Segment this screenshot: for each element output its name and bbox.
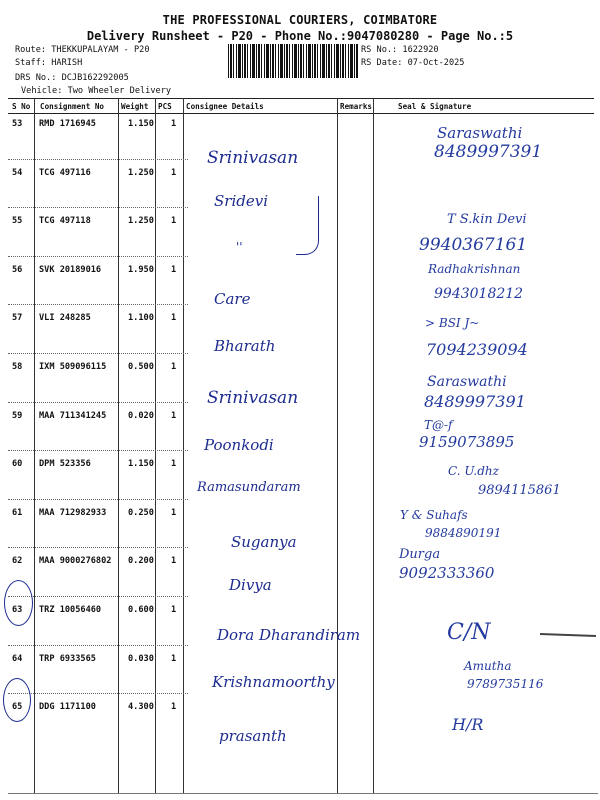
row-consignment-no: RMD 1716945 bbox=[39, 119, 96, 129]
row-consignment-no: IXM 509096115 bbox=[39, 362, 107, 372]
row-divider bbox=[8, 207, 188, 208]
handwritten-name: Sridevi bbox=[214, 192, 268, 210]
handwritten-phone: 9894115861 bbox=[478, 483, 561, 498]
row-consignment-no: DDG 1171100 bbox=[39, 702, 96, 713]
header-bottom-border bbox=[8, 113, 594, 114]
handwritten-name: Srinivasan bbox=[207, 148, 299, 168]
row-divider bbox=[8, 256, 188, 257]
row-divider bbox=[8, 304, 188, 305]
row-sno: 63 bbox=[12, 605, 23, 615]
col-divider bbox=[34, 98, 35, 794]
handwritten-phone: 9940367161 bbox=[419, 235, 528, 255]
col-divider bbox=[183, 98, 184, 794]
handwritten-phone: 9789735116 bbox=[467, 677, 544, 691]
row-weight: 0.250 bbox=[128, 507, 154, 518]
row-pcs: 1 bbox=[171, 653, 177, 664]
handwritten-name: Ramasundaram bbox=[197, 480, 301, 495]
row-pcs: 1 bbox=[171, 167, 177, 178]
row-sno: 53 bbox=[12, 119, 23, 129]
route-label: Route: THEKKUPALAYAM - P20 bbox=[15, 45, 150, 55]
row-weight: 1.950 bbox=[128, 264, 154, 275]
row-sno: 56 bbox=[12, 264, 23, 275]
row-divider bbox=[8, 547, 188, 548]
row-sno: 55 bbox=[12, 216, 23, 227]
handwritten-signature: Durga bbox=[399, 547, 441, 562]
row-weight: 0.200 bbox=[128, 556, 154, 567]
barcode-icon bbox=[228, 44, 358, 78]
row-consignment-no: TRZ 10056460 bbox=[39, 605, 102, 615]
handwritten-signature: Radhakrishnan bbox=[428, 262, 521, 276]
col-weight: Weight bbox=[121, 102, 149, 111]
col-divider bbox=[337, 98, 338, 794]
row-sno: 59 bbox=[12, 410, 23, 421]
runsheet-title: Delivery Runsheet - P20 - Phone No.:9047080280 - Page No.:5 bbox=[86, 29, 514, 43]
row-pcs: 1 bbox=[171, 556, 177, 567]
row-divider bbox=[8, 159, 188, 160]
handwritten-signature: T@-f bbox=[424, 418, 453, 432]
handwritten-name: Care bbox=[214, 290, 251, 308]
row-sno: 64 bbox=[12, 653, 23, 664]
row-pcs: 1 bbox=[171, 410, 177, 421]
rs-number: RS No.: 1622920 bbox=[361, 45, 439, 55]
handwritten-remark: C/N bbox=[447, 620, 491, 645]
handwritten-name: Bharath bbox=[214, 337, 276, 355]
drs-number: DRS No.: DCJB162292005 bbox=[15, 73, 129, 83]
handwritten-mark: '' bbox=[236, 240, 243, 254]
circle-mark bbox=[4, 580, 33, 626]
margin-mark bbox=[540, 633, 596, 637]
handwritten-signature: T S.kin Devi bbox=[447, 212, 527, 227]
row-pcs: 1 bbox=[171, 702, 177, 713]
row-sno: 60 bbox=[12, 459, 23, 470]
col-remarks: Remarks bbox=[340, 102, 373, 111]
handwritten-phone: 8489997391 bbox=[424, 392, 526, 411]
row-pcs: 1 bbox=[171, 507, 177, 518]
row-weight: 1.150 bbox=[128, 119, 154, 129]
col-divider bbox=[118, 98, 119, 794]
col-divider bbox=[373, 98, 374, 794]
circle-mark bbox=[3, 678, 31, 722]
handwritten-name: prasanth bbox=[219, 727, 287, 745]
handwritten-phone: 9884890191 bbox=[425, 526, 502, 540]
row-weight: 1.250 bbox=[128, 216, 154, 227]
handwritten-name: Dora Dharandiram bbox=[217, 626, 361, 644]
row-weight: 0.500 bbox=[128, 362, 154, 372]
handwritten-name: Suganya bbox=[231, 533, 297, 551]
row-pcs: 1 bbox=[171, 264, 177, 275]
handwritten-phone: 9943018212 bbox=[434, 286, 524, 302]
row-consignment-no: MAA 712982933 bbox=[39, 507, 107, 518]
handwritten-phone: 8489997391 bbox=[434, 142, 543, 162]
row-weight: 4.300 bbox=[128, 702, 154, 713]
company-name: THE PROFESSIONAL COURIERS, COIMBATORE bbox=[162, 13, 438, 27]
row-weight: 0.030 bbox=[128, 653, 154, 664]
row-divider bbox=[8, 402, 188, 403]
row-weight: 1.250 bbox=[128, 167, 154, 178]
row-sno: 61 bbox=[12, 507, 23, 518]
handwritten-phone: 9159073895 bbox=[419, 433, 515, 451]
row-consignment-no: TCG 497118 bbox=[39, 216, 91, 227]
row-pcs: 1 bbox=[171, 362, 177, 372]
row-consignment-no: TCG 497116 bbox=[39, 167, 91, 178]
row-pcs: 1 bbox=[171, 119, 177, 129]
row-sno: 54 bbox=[12, 167, 23, 178]
row-divider bbox=[8, 693, 188, 694]
row-divider bbox=[8, 353, 188, 354]
handwritten-phone: 9092333360 bbox=[399, 564, 495, 582]
handwritten-signature: Amutha bbox=[464, 659, 512, 673]
handwritten-remark: H/R bbox=[452, 715, 484, 734]
col-seal-signature: Seal & Signature bbox=[398, 102, 472, 111]
row-divider bbox=[8, 596, 188, 597]
col-consignment: Consignment No bbox=[40, 102, 105, 111]
table-top-border bbox=[8, 98, 594, 99]
handwritten-name: Poonkodi bbox=[204, 436, 274, 454]
handwritten-name: Divya bbox=[229, 576, 272, 594]
handwritten-signature: Saraswathi bbox=[427, 374, 507, 390]
handwritten-signature: Saraswathi bbox=[437, 124, 523, 142]
row-pcs: 1 bbox=[171, 605, 177, 615]
row-consignment-no: VLI 248285 bbox=[39, 313, 91, 324]
rs-date: RS Date: 07-Oct-2025 bbox=[361, 58, 465, 68]
row-sno: 62 bbox=[12, 556, 23, 567]
row-weight: 0.600 bbox=[128, 605, 154, 615]
row-consignment-no: TRP 6933565 bbox=[39, 653, 96, 664]
handwritten-phone: 7094239094 bbox=[426, 340, 528, 359]
row-sno: 58 bbox=[12, 362, 23, 372]
col-divider bbox=[155, 98, 156, 794]
bracket-mark bbox=[296, 196, 319, 255]
row-consignment-no: SVK 20189016 bbox=[39, 264, 102, 275]
row-divider bbox=[8, 450, 188, 451]
row-weight: 0.020 bbox=[128, 410, 154, 421]
col-sno: S No bbox=[12, 102, 31, 111]
col-consignee-details: Consignee Details bbox=[186, 102, 264, 111]
row-weight: 1.150 bbox=[128, 459, 154, 470]
handwritten-name: Srinivasan bbox=[207, 388, 299, 408]
row-divider bbox=[8, 645, 188, 646]
row-sno: 65 bbox=[12, 702, 23, 713]
staff-label: Staff: HARISH bbox=[15, 58, 83, 68]
row-consignment-no: DPM 523356 bbox=[39, 459, 91, 470]
handwritten-signature: Y & Suhafs bbox=[400, 508, 468, 522]
vehicle-label: Vehicle: Two Wheeler Delivery bbox=[21, 86, 172, 96]
row-consignment-no: MAA 711341245 bbox=[39, 410, 107, 421]
row-pcs: 1 bbox=[171, 216, 177, 227]
row-pcs: 1 bbox=[171, 459, 177, 470]
col-pcs: PCS bbox=[158, 102, 172, 111]
row-consignment-no: MAA 9000276802 bbox=[39, 556, 112, 567]
handwritten-name: Krishnamoorthy bbox=[212, 673, 335, 691]
row-pcs: 1 bbox=[171, 313, 177, 324]
row-divider bbox=[8, 499, 188, 500]
handwritten-signature: C. U.dhz bbox=[448, 464, 499, 478]
row-sno: 57 bbox=[12, 313, 23, 324]
handwritten-signature: > BSI J~ bbox=[425, 316, 480, 330]
row-weight: 1.100 bbox=[128, 313, 154, 324]
page-edge bbox=[8, 793, 598, 794]
